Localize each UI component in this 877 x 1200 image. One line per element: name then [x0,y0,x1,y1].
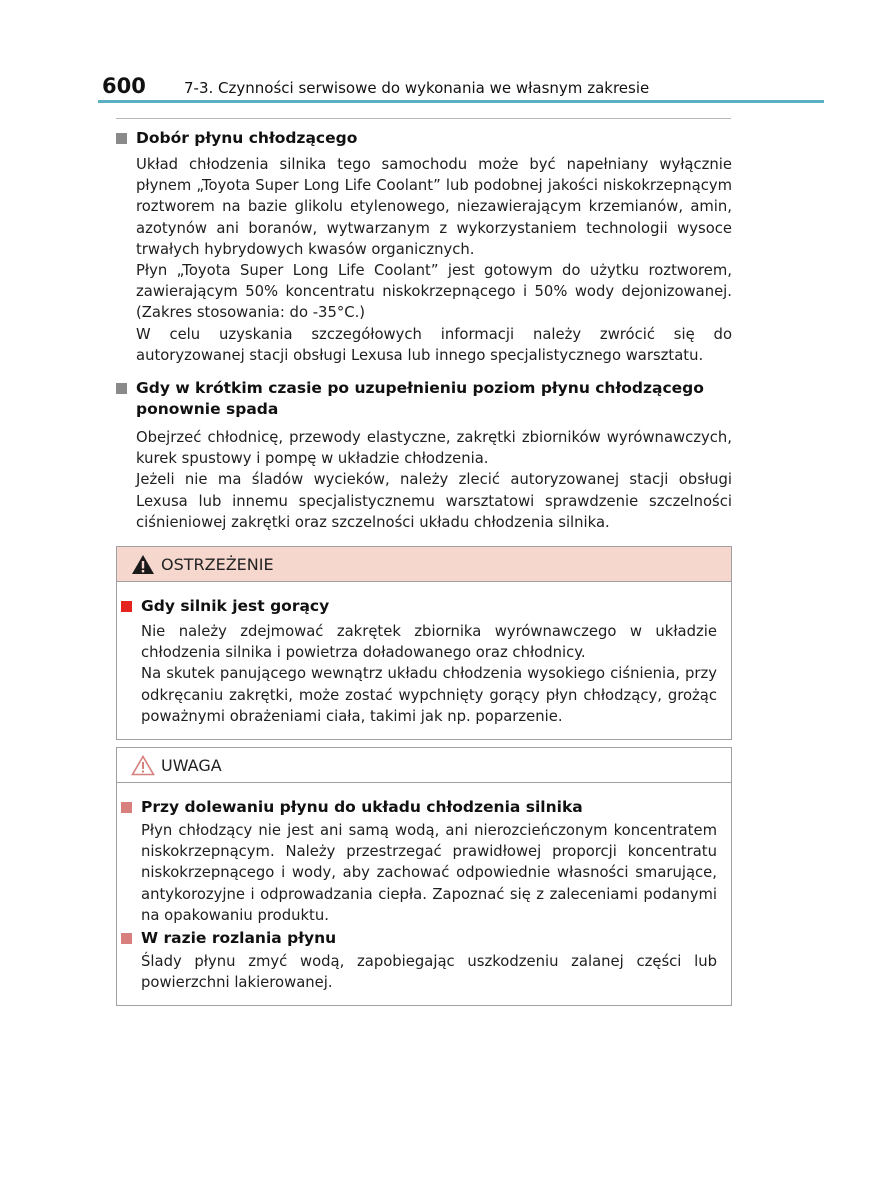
section-heading: Dobór płynu chłodzącego [136,129,358,147]
section-coolant-level-drops [116,378,732,533]
notice-item-heading-row [121,797,717,818]
paragraph: W celu uzyskania szczegółowych informacji należy zwrócić się do autoryzowanej stacji obsługi Lexusa lub innego specjalistycznego warsztatu. [136,325,732,364]
paragraph: Układ chłodzenia silnika tego samochodu może być napełniany wyłącznie płynem „Toyota Super Long Life Coolant” lub podobnej jakości niskokrzepnącym roztworem na bazie glikolu etylenowego, niezawierającym krzemianów, amin, azotynów ani boranów, wytwarzanym z wykorzystaniem technologii wysoce trwałych hybrydowych kwasów organicznych. [136,156,732,258]
warning-triangle-outline-icon [131,755,155,776]
warning-item-heading: Gdy silnik jest gorący [141,597,330,615]
square-bullet-icon [116,133,127,144]
warning-item-heading-row [121,596,717,617]
notice-box [116,747,732,1006]
notice-item-heading-row [121,928,717,949]
section-heading-row [116,128,732,149]
content-divider [116,118,731,119]
paragraph: Na skutek panującego wewnątrz układu chłodzenia wysokiego ciśnienia, przy odkręcaniu zakrętki, może zostać wypchnięty gorący płyn chłodzący, grożąc poważnymi obrażeniami ciała, takimi jak np. poparzenie. [141,665,717,725]
notice-item-heading: Przy dolewaniu płynu do układu chłodzenia silnika [141,798,583,816]
section-coolant-selection [116,128,732,366]
notice-item-heading: W razie rozlania płynu [141,929,337,948]
square-bullet-icon [116,383,127,394]
page-header [0,0,877,110]
warning-box-body [117,582,731,739]
square-bullet-icon [121,933,132,944]
paragraph: Ślady płynu zmyć wodą, zapobiegając uszkodzeniu zalanej części lub powierzchni lakierowanej. [141,953,717,992]
paragraph: Jeżeli nie ma śladów wycieków, należy zlecić autoryzowanej stacji obsługi Lexusa lub innemu specjalistycznemu warsztatowi sprawdzenie szczelności ciśnieniowej zakrętki oraz szczelności układu chłodzenia silnika. [136,471,732,531]
warning-box [116,546,732,740]
paragraph: Nie należy zdejmować zakrętek zbiornika wyrównawczego w układzie chłodzenia silnika i powietrza doładowanego oraz chłodnicy. [141,623,717,662]
warning-box-header [117,547,731,582]
page-number: 600 [102,74,146,98]
paragraph: Obejrzeć chłodnicę, przewody elastyczne, zakrętki zbiorników wyrównawczych, kurek spustowy i pompę w układzie chłodzenia. [136,429,732,468]
notice-box-body [117,783,731,1005]
chapter-title: 7-3. Czynności serwisowe do wykonania we własnym zakresie [184,79,650,97]
notice-title: UWAGA [161,755,222,775]
paragraph: Płyn chłodzący nie jest ani samą wodą, ani nierozcieńczonym koncentratem niskokrzepnącym. Należy przestrzegać prawidłowej proporcji koncentratu niskokrzepnącego i wody, aby zachować odpowiednie własności smarujące, antykorozyjne i odprowadzania ciepła. Zapoznać się z zaleceniami podanymi na opakowaniu produktu. [141,822,717,924]
warning-title: OSTRZEŻENIE [161,554,274,574]
paragraph: Płyn „Toyota Super Long Life Coolant” jest gotowym do użytku roztworem, zawierającym 50% koncentratu niskokrzepnącego i 50% wody dejonizowanej. (Zakres stosowania: do -35°C.) [136,262,732,322]
header-divider [98,100,824,103]
notice-box-header [117,748,731,783]
section-heading: Gdy w krótkim czasie po uzupełnieniu poziom płynu chłodzącego ponownie spada [136,379,704,418]
square-bullet-icon [121,802,132,813]
square-bullet-icon [121,601,132,612]
warning-triangle-filled-icon [131,554,155,575]
section-heading-row [116,378,732,420]
